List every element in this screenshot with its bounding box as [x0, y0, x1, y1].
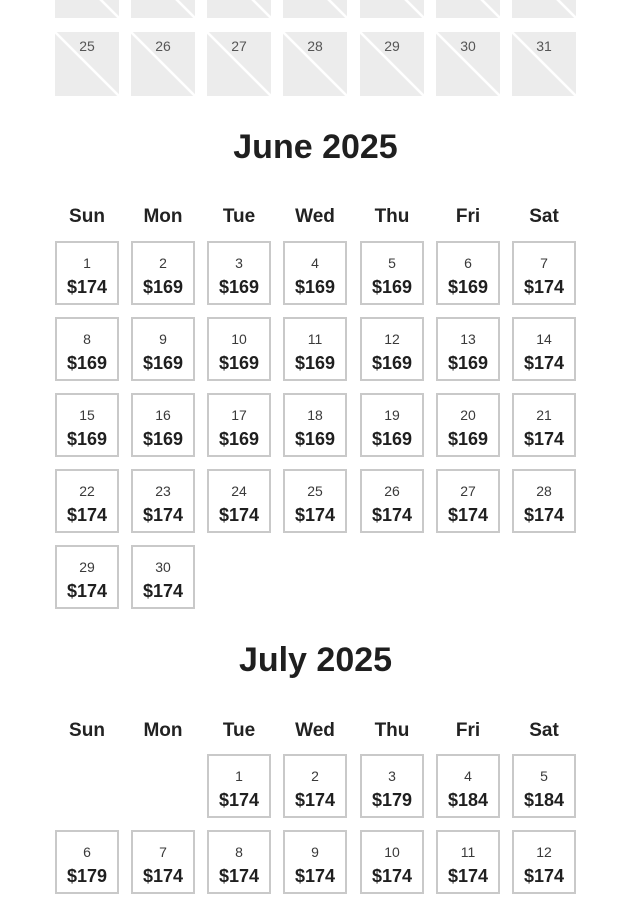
- day-cell[interactable]: [360, 241, 424, 305]
- day-number: 14: [536, 331, 552, 347]
- day-number: 25: [79, 38, 95, 54]
- day-cell[interactable]: [360, 754, 424, 818]
- day-number: 26: [384, 483, 400, 499]
- day-cell[interactable]: [131, 241, 195, 305]
- day-number: 11: [460, 844, 476, 860]
- day-cell[interactable]: [207, 393, 271, 457]
- unavailable-day-cell: [207, 0, 271, 18]
- day-price: $174: [142, 581, 184, 601]
- day-price: $169: [447, 353, 489, 373]
- unavailable-day-cell: [512, 32, 576, 96]
- day-number: 30: [460, 38, 476, 54]
- day-price: $174: [218, 505, 260, 525]
- day-price: $169: [447, 277, 489, 297]
- day-cell[interactable]: [283, 469, 347, 533]
- day-price: $179: [66, 866, 108, 886]
- weekday-header-tue: Tue: [222, 206, 256, 227]
- day-number: 1: [83, 255, 91, 271]
- day-price: $174: [523, 866, 565, 886]
- day-cell[interactable]: [55, 317, 119, 381]
- day-number: 5: [388, 255, 396, 271]
- day-number: 12: [384, 331, 400, 347]
- weekday-header-sun: Sun: [69, 720, 105, 741]
- day-number: 31: [536, 38, 552, 54]
- day-number: 15: [79, 407, 95, 423]
- day-price: $169: [294, 277, 336, 297]
- day-cell[interactable]: [131, 469, 195, 533]
- day-cell[interactable]: [512, 241, 576, 305]
- day-cell[interactable]: [55, 545, 119, 609]
- day-number: 4: [464, 768, 472, 784]
- day-cell[interactable]: [360, 830, 424, 894]
- unavailable-day-cell: [207, 32, 271, 96]
- day-price: $174: [294, 790, 336, 810]
- day-price: $179: [371, 790, 413, 810]
- day-price: $174: [371, 505, 413, 525]
- day-number: 4: [311, 255, 319, 271]
- day-number: 13: [460, 331, 476, 347]
- day-price: $169: [218, 429, 260, 449]
- day-number: 3: [388, 768, 396, 784]
- weekday-header-mon: Mon: [143, 206, 183, 227]
- day-cell[interactable]: [283, 830, 347, 894]
- day-price: $174: [523, 277, 565, 297]
- day-number: 23: [155, 483, 171, 499]
- day-price: $169: [66, 353, 108, 373]
- day-cell[interactable]: [512, 393, 576, 457]
- day-cell[interactable]: [207, 241, 271, 305]
- day-number: 29: [384, 38, 400, 54]
- day-number: 27: [460, 483, 476, 499]
- unavailable-day-cell: [283, 0, 347, 18]
- day-cell[interactable]: [131, 545, 195, 609]
- day-cell[interactable]: [55, 393, 119, 457]
- day-price: $174: [294, 505, 336, 525]
- day-number: 30: [155, 559, 171, 575]
- day-cell[interactable]: [512, 317, 576, 381]
- day-price: $169: [447, 429, 489, 449]
- day-number: 29: [79, 559, 95, 575]
- day-number: 7: [159, 844, 167, 860]
- day-price: $169: [371, 277, 413, 297]
- day-number: 19: [384, 407, 400, 423]
- day-number: 26: [155, 38, 171, 54]
- day-number: 6: [83, 844, 91, 860]
- day-price: $169: [142, 277, 184, 297]
- month-title: July 2025: [238, 641, 393, 679]
- day-price: $174: [523, 505, 565, 525]
- day-price: $184: [447, 790, 489, 810]
- day-cell[interactable]: [283, 317, 347, 381]
- day-cell[interactable]: [207, 830, 271, 894]
- day-cell[interactable]: [512, 754, 576, 818]
- day-cell[interactable]: [436, 469, 500, 533]
- unavailable-day-cell: [131, 32, 195, 96]
- weekday-header-fri: Fri: [455, 720, 481, 741]
- unavailable-day-cell: [360, 32, 424, 96]
- day-price: $169: [371, 353, 413, 373]
- day-number: 1: [235, 768, 243, 784]
- weekday-header-sat: Sat: [529, 206, 559, 227]
- weekday-header-sat: Sat: [529, 720, 559, 741]
- day-price: $174: [523, 429, 565, 449]
- weekday-header-thu: Thu: [374, 206, 410, 227]
- day-price: $174: [371, 866, 413, 886]
- day-number: 3: [235, 255, 243, 271]
- weekday-header-fri: Fri: [455, 206, 481, 227]
- day-number: 16: [155, 407, 171, 423]
- day-number: 27: [231, 38, 247, 54]
- day-price: $174: [142, 505, 184, 525]
- day-cell[interactable]: [436, 241, 500, 305]
- day-price: $174: [447, 505, 489, 525]
- day-price: $169: [142, 429, 184, 449]
- day-cell[interactable]: [283, 754, 347, 818]
- day-number: 5: [540, 768, 548, 784]
- day-price: $174: [294, 866, 336, 886]
- day-price: $169: [218, 277, 260, 297]
- day-cell[interactable]: [436, 830, 500, 894]
- weekday-header-thu: Thu: [374, 720, 410, 741]
- month-title: June 2025: [233, 128, 398, 166]
- day-price: $174: [523, 353, 565, 373]
- day-price: $174: [66, 277, 108, 297]
- day-cell[interactable]: [55, 469, 119, 533]
- day-cell[interactable]: [360, 393, 424, 457]
- day-number: 24: [231, 483, 247, 499]
- day-price: $174: [66, 581, 108, 601]
- day-number: 17: [231, 407, 247, 423]
- unavailable-day-cell: [436, 32, 500, 96]
- weekday-header-tue: Tue: [222, 720, 256, 741]
- day-cell[interactable]: [207, 469, 271, 533]
- day-number: 18: [307, 407, 323, 423]
- day-price: $184: [523, 790, 565, 810]
- day-number: 6: [464, 255, 472, 271]
- day-number: 25: [307, 483, 323, 499]
- day-number: 7: [540, 255, 548, 271]
- day-number: 2: [159, 255, 167, 271]
- day-cell[interactable]: [55, 830, 119, 894]
- day-number: 11: [307, 331, 323, 347]
- unavailable-day-cell: [360, 0, 424, 18]
- day-cell[interactable]: [131, 393, 195, 457]
- day-number: 12: [536, 844, 552, 860]
- weekday-header-mon: Mon: [143, 720, 183, 741]
- day-price: $174: [218, 866, 260, 886]
- day-number: 9: [311, 844, 319, 860]
- day-cell[interactable]: [283, 241, 347, 305]
- unavailable-day-cell: [283, 32, 347, 96]
- day-number: 21: [536, 407, 552, 423]
- day-cell[interactable]: [436, 754, 500, 818]
- day-cell[interactable]: [436, 317, 500, 381]
- day-cell[interactable]: [360, 317, 424, 381]
- day-cell[interactable]: [512, 830, 576, 894]
- day-cell[interactable]: [207, 754, 271, 818]
- unavailable-day-cell: [55, 32, 119, 96]
- day-number: 10: [384, 844, 400, 860]
- unavailable-day-cell: [512, 0, 576, 18]
- day-cell[interactable]: [360, 469, 424, 533]
- day-number: 28: [307, 38, 323, 54]
- day-number: 8: [235, 844, 243, 860]
- day-price: $169: [371, 429, 413, 449]
- weekday-header-wed: Wed: [295, 720, 335, 741]
- day-cell[interactable]: [207, 317, 271, 381]
- day-price: $169: [218, 353, 260, 373]
- day-price: $174: [66, 505, 108, 525]
- day-price: $169: [294, 353, 336, 373]
- day-price: $169: [142, 353, 184, 373]
- day-number: 2: [311, 768, 319, 784]
- day-number: 8: [83, 331, 91, 347]
- day-cell[interactable]: [55, 241, 119, 305]
- unavailable-day-cell: [131, 0, 195, 18]
- day-cell[interactable]: [436, 393, 500, 457]
- weekday-header-wed: Wed: [295, 206, 335, 227]
- day-cell[interactable]: [283, 393, 347, 457]
- day-price: $174: [142, 866, 184, 886]
- day-price: $174: [447, 866, 489, 886]
- day-number: 28: [536, 483, 552, 499]
- day-number: 22: [79, 483, 95, 499]
- weekday-header-sun: Sun: [69, 206, 105, 227]
- day-number: 10: [231, 331, 247, 347]
- day-cell[interactable]: [131, 317, 195, 381]
- day-cell[interactable]: [131, 830, 195, 894]
- unavailable-day-cell: [436, 0, 500, 18]
- day-number: 20: [460, 407, 476, 423]
- day-cell[interactable]: [512, 469, 576, 533]
- day-price: $169: [66, 429, 108, 449]
- unavailable-day-cell: [55, 0, 119, 18]
- day-price: $174: [218, 790, 260, 810]
- day-price: $169: [294, 429, 336, 449]
- day-number: 9: [159, 331, 167, 347]
